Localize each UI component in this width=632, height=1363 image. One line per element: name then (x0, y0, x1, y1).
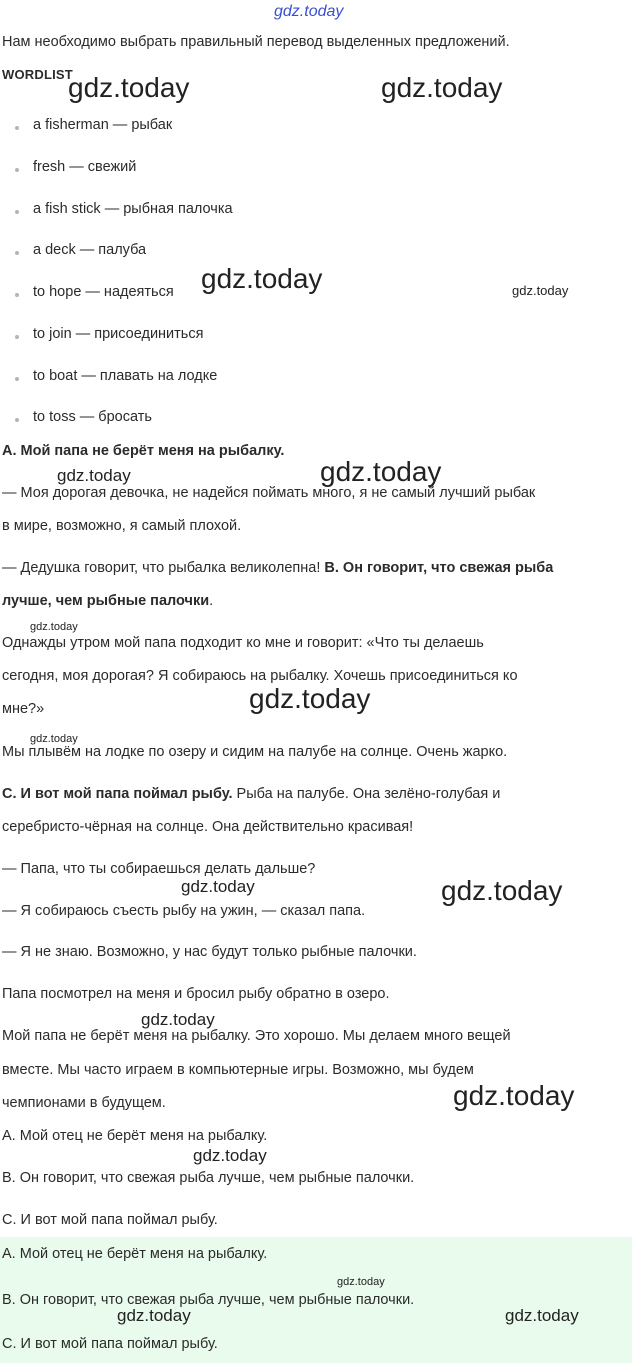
translation-b: B. Он говорит, что свежая рыба лучше, чем рыбные палочки. (2, 1170, 415, 1186)
watermark: gdz.today (337, 1276, 385, 1288)
translation-c: C. И вот мой папа поймал рыбу. (2, 1212, 218, 1228)
watermark: gdz.today (30, 733, 78, 745)
watermark: gdz.today (181, 877, 255, 896)
story-sentence-b-end: лучше, чем рыбные палочки (2, 593, 210, 609)
watermark-top: gdz.today (274, 3, 344, 20)
bullet-icon (15, 377, 19, 381)
watermark: gdz.today (441, 875, 563, 906)
bullet-icon (15, 210, 19, 214)
list-item: a fish stick — рыбная палочка (33, 201, 233, 217)
watermark: gdz.today (505, 1306, 579, 1325)
story-paragraph: — Папа, что ты собираешься делать дальше? (2, 861, 316, 877)
story-paragraph (2, 560, 553, 576)
watermark: gdz.today (57, 466, 131, 485)
watermark: gdz.today (381, 72, 503, 103)
story-paragraph: чемпионами в будущем. (2, 1095, 166, 1111)
story-sentence-b: B. Он говорит, что свежая рыба (324, 560, 554, 576)
story-paragraph: сегодня, моя дорогая? Я собираюсь на рыбалку. Хочешь присоединиться ко (2, 668, 518, 684)
list-item: to hope — надеяться (33, 284, 174, 300)
list-item: to join — присоединиться (33, 326, 204, 342)
list-item: a deck — палуба (33, 242, 147, 258)
answer-a: A. Мой отец не берёт меня на рыбалку. (2, 1246, 268, 1262)
story-paragraph: Однажды утром мой папа подходит ко мне и говорит: «Что ты делаешь (2, 635, 484, 651)
watermark: gdz.today (193, 1146, 267, 1165)
story-paragraph: серебристо-чёрная на солнце. Она действительно красивая! (2, 819, 414, 835)
bullet-icon (15, 335, 19, 339)
bullet-icon (15, 168, 19, 172)
translation-a: A. Мой отец не берёт меня на рыбалку. (2, 1128, 268, 1144)
story-text: Рыба на палубе. Она зелёно-голубая и (232, 786, 501, 802)
story-sentence-a: A. Мой папа не берёт меня на рыбалку. (2, 443, 285, 459)
story-paragraph: вместе. Мы часто играем в компьютерные игры. Возможно, мы будем (2, 1062, 474, 1078)
watermark: gdz.today (512, 283, 569, 298)
watermark: gdz.today (68, 72, 190, 103)
story-paragraph: мне?» (2, 701, 45, 717)
story-paragraph: — Моя дорогая девочка, не надейся поймать много, я не самый лучший рыбак (2, 485, 536, 501)
watermark: gdz.today (141, 1010, 215, 1029)
bullet-icon (15, 293, 19, 297)
story-paragraph: Мой папа не берёт меня на рыбалку. Это хорошо. Мы делаем много вещей (2, 1028, 511, 1044)
story-paragraph: Мы плывём на лодке по озеру и сидим на палубе на солнце. Очень жарко. (2, 744, 508, 760)
bullet-icon (15, 418, 19, 422)
story-paragraph: Папа посмотрел на меня и бросил рыбу обратно в озеро. (2, 986, 390, 1002)
list-item: a fisherman — рыбак (33, 117, 173, 133)
watermark: gdz.today (30, 621, 78, 633)
intro-text: Нам необходимо выбрать правильный перевод выделенных предложений. (2, 34, 510, 50)
list-item: to toss — бросать (33, 409, 152, 425)
story-paragraph (2, 593, 213, 609)
watermark: gdz.today (117, 1306, 191, 1325)
watermark: gdz.today (201, 263, 323, 294)
story-paragraph (2, 786, 500, 802)
watermark: gdz.today (320, 456, 442, 487)
story-paragraph: — Я собираюсь съесть рыбу на ужин, — сказал папа. (2, 903, 366, 919)
watermark: gdz.today (249, 683, 371, 714)
watermark: gdz.today (453, 1080, 575, 1111)
story-sentence-c: C. И вот мой папа поймал рыбу. (2, 786, 233, 802)
story-paragraph: — Я не знаю. Возможно, у нас будут только рыбные палочки. (2, 944, 417, 960)
story-paragraph: в мире, возможно, я самый плохой. (2, 518, 242, 534)
list-item: fresh — свежий (33, 159, 137, 175)
wordlist-heading: WORDLIST (2, 67, 73, 82)
list-item: to boat — плавать на лодке (33, 368, 218, 384)
bullet-icon (15, 126, 19, 130)
answer-b: B. Он говорит, что свежая рыба лучше, чем рыбные палочки. (2, 1292, 415, 1308)
answer-c: C. И вот мой папа поймал рыбу. (2, 1336, 218, 1352)
story-text: . (209, 593, 214, 609)
story-text: — Дедушка говорит, что рыбалка великолепна! (2, 560, 325, 576)
bullet-icon (15, 251, 19, 255)
